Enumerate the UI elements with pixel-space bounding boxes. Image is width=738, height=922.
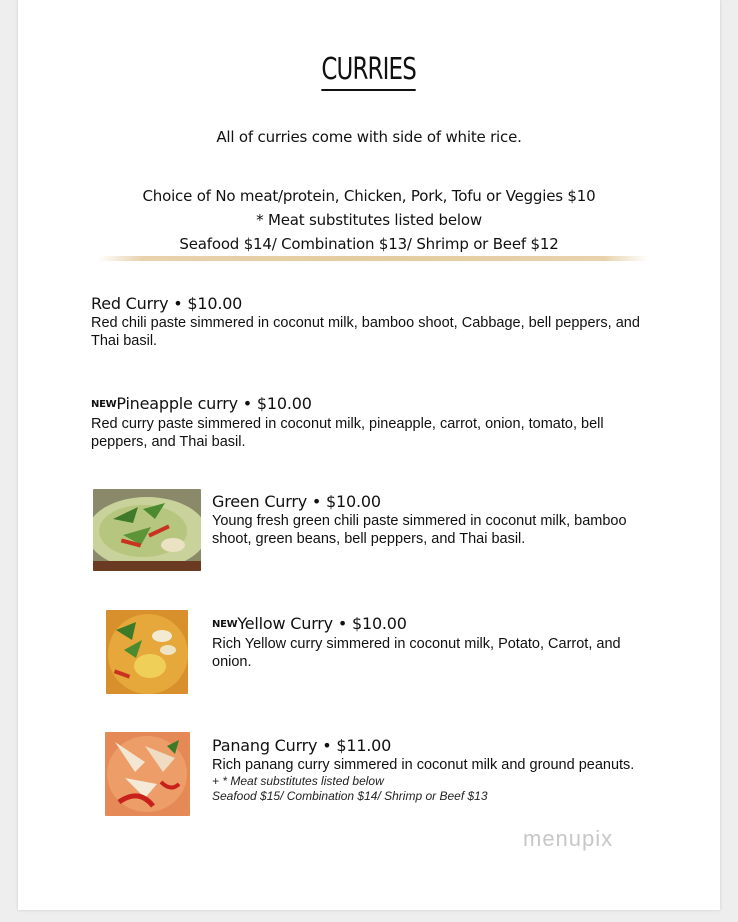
menu-item-red-curry (91, 294, 651, 350)
pricing-block (18, 184, 720, 256)
green-curry-image (93, 489, 201, 571)
item-name: Pineapple curry (116, 394, 238, 413)
item-extra-line: + * Meat substitutes listed below (212, 774, 384, 788)
pricing-line: Seafood $14/ Combination $13/ Shrimp or Beef $12 (179, 235, 559, 253)
separator: • (311, 492, 322, 511)
item-description: Rich panang curry simmered in coconut milk and ground peanuts. (212, 757, 635, 773)
menu-item-pineapple-curry (91, 394, 651, 451)
pricing-line: * Meat substitutes listed below (256, 211, 482, 229)
item-name: Yellow Curry (237, 614, 333, 633)
separator: • (173, 294, 183, 313)
item-description: Red curry paste simmered in coconut milk, pineapple, carrot, onion, tomato, bell peppers, and Thai basil. (91, 416, 604, 450)
page-title (18, 52, 720, 91)
item-price: $10.00 (351, 614, 407, 633)
pricing-line: Choice of No meat/protein, Chicken, Pork, Tofu or Veggies $10 (142, 187, 596, 205)
yellow-curry-image (106, 610, 188, 694)
menu-item-panang-curry (212, 736, 652, 804)
decorative-divider (98, 256, 648, 261)
watermark: menupix (523, 826, 614, 851)
item-name: Green Curry (212, 492, 307, 511)
item-description: Young fresh green chili paste simmered in coconut milk, bamboo shoot, green beans, bell peppers, and Thai basil. (212, 513, 627, 547)
panang-curry-photo (105, 732, 190, 816)
item-price: $10.00 (256, 394, 312, 413)
separator: • (337, 614, 348, 633)
new-badge: NEW (212, 619, 238, 630)
item-price: $11.00 (336, 736, 392, 755)
item-name: Red Curry (91, 294, 169, 313)
menu-page (18, 0, 720, 910)
item-heading (212, 736, 652, 756)
item-price: $10.00 (187, 294, 243, 313)
yellow-curry-photo (106, 610, 188, 694)
separator: • (242, 394, 252, 413)
item-heading (212, 614, 652, 635)
subtitle: All of curries come with side of white rice. (216, 128, 522, 146)
item-heading (91, 294, 651, 314)
menu-item-yellow-curry (212, 614, 652, 671)
item-description: Red chili paste simmered in coconut milk, bamboo shoot, Cabbage, bell peppers, and Thai basil. (91, 315, 640, 349)
menu-item-green-curry (212, 492, 652, 548)
item-name: Panang Curry (212, 736, 318, 755)
new-badge: NEW (91, 399, 117, 410)
item-description: Rich Yellow curry simmered in coconut milk, Potato, Carrot, and onion. (212, 636, 621, 670)
separator: • (322, 736, 332, 755)
item-extra-line: Seafood $15/ Combination $14/ Shrimp or Beef $13 (212, 789, 488, 803)
item-heading (91, 394, 651, 415)
item-price: $10.00 (326, 492, 381, 511)
panang-curry-image (105, 732, 190, 816)
green-curry-photo (93, 489, 201, 571)
title-text: CURRIES (322, 52, 417, 91)
item-heading (212, 492, 652, 512)
